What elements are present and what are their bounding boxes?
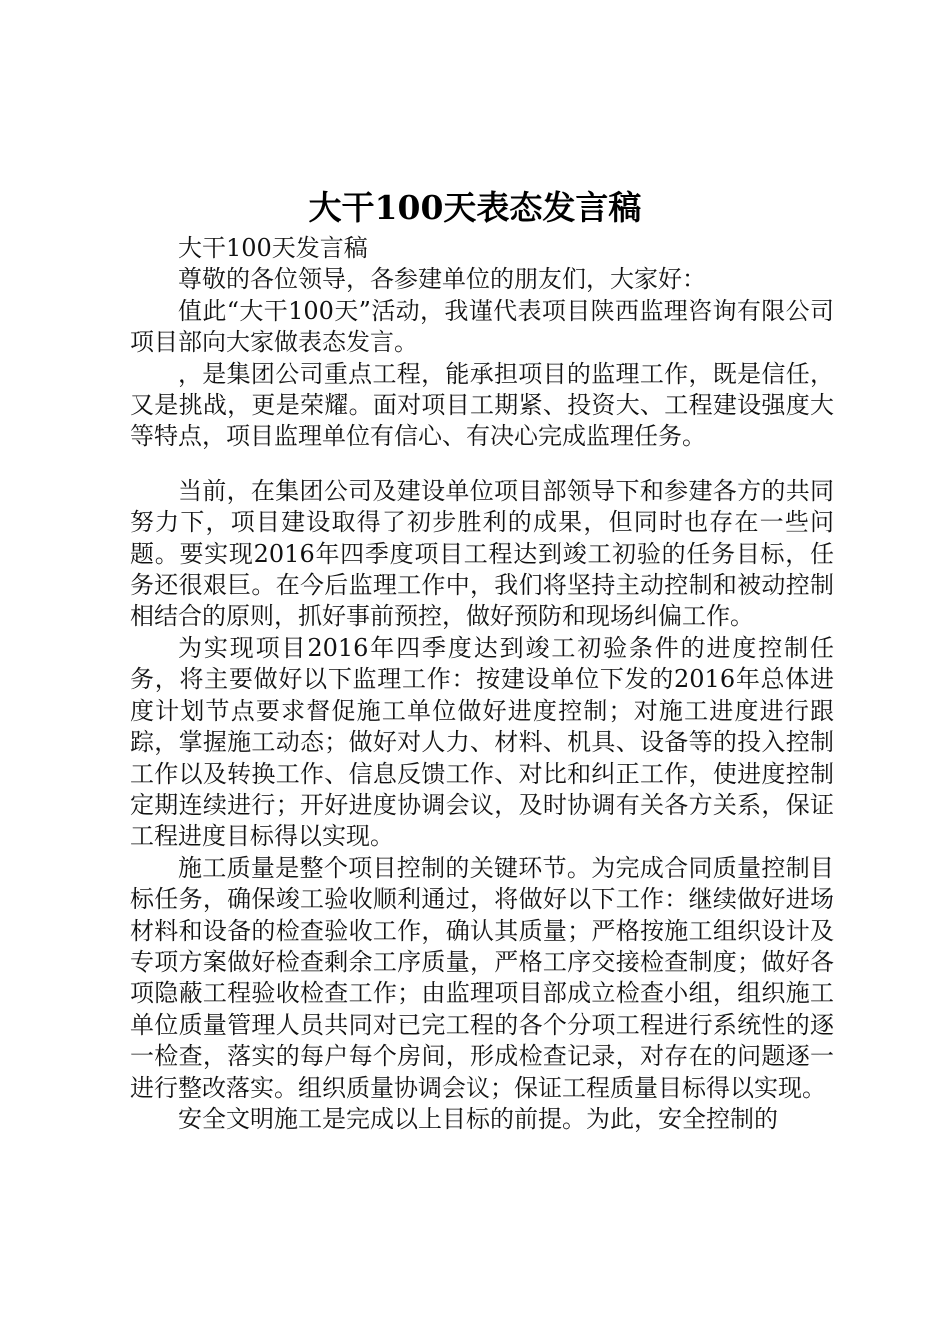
intro-paragraph: 值此“大干100天”活动，我谨代表项目陕西监理咨询有限公司项目部向大家做表态发言。 <box>130 296 834 357</box>
subtitle-paragraph: 大干100天发言稿 <box>178 234 368 262</box>
schedule-control-paragraph: 为实现项目2016年四季度达到竣工初验条件的进度控制任务，将主要做好以下监理工作：按建设单位下发的2016年总体进度计划节点要求督促施工单位做好进度控制；对施工进度进行跟踪，掌握施工动态；做好对人力、材料、机具、设备等的投入控制工作以及转换工作、信息反馈工作、对比和纠正工作，使进度控制定期连续进行；开好进度协调会议，及时协调有关各方关系，保证工程进度目标得以实现。 <box>130 633 834 851</box>
greeting-paragraph: 尊敬的各位领导，各参建单位的朋友们，大家好： <box>178 265 706 294</box>
current-status-paragraph: 当前，在集团公司及建设单位项目部领导下和参建各方的共同努力下，项目建设取得了初步胜利的成果，但同时也存在一些问题。要实现2016年四季度项目工程达到竣工初验的任务目标，任务还很艰巨。在今后监理工作中，我们将坚持主动控制和被动控制相结合的原则，抓好事前预控，做好预防和现场纠偏工作。 <box>130 476 834 631</box>
document-title: 大干100天表态发言稿 <box>308 188 642 227</box>
project-importance-paragraph: ，是集团公司重点工程，能承担项目的监理工作，既是信任，又是挑战，更是荣耀。面对项目工期紧、投资大、工程建设强度大等特点，项目监理单位有信心、有决心完成监理任务。 <box>130 359 834 451</box>
quality-control-paragraph: 施工质量是整个项目控制的关键环节。为完成合同质量控制目标任务，确保竣工验收顺利通过，将做好以下工作：继续做好进场材料和设备的检查验收工作，确认其质量；严格按施工组织设计及专项方案做好检查剩余工序质量，严格工序交接检查制度；做好各项隐蔽工程验收检查工作；由监理项目部成立检查小组，组织施工单位质量管理人员共同对已完工程的各个分项工程进行系统性的逐一检查，落实的每户每个房间，形成检查记录，对存在的问题逐一进行整改落实。组织质量协调会议；保证工程质量目标得以实现。 <box>130 853 834 1102</box>
document-body <box>130 233 834 1135</box>
safety-paragraph: 安全文明施工是完成以上目标的前提。为此，安全控制的 <box>178 1104 778 1133</box>
